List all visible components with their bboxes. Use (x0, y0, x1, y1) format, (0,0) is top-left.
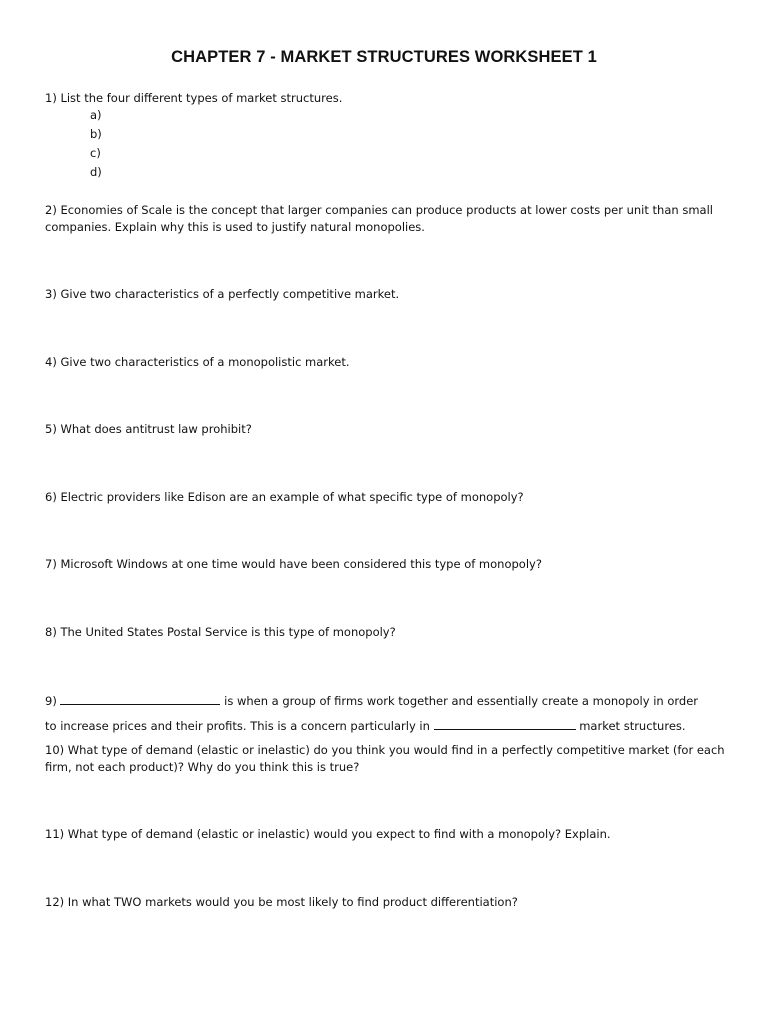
question-8: 8) The United States Postal Service is this type of monopoly? (45, 625, 396, 639)
question-1-item-d: d) (90, 165, 102, 179)
question-6: 6) Electric providers like Edison are an example of what specific type of monopoly? (45, 490, 524, 504)
question-9-number: 9) (45, 694, 57, 708)
question-9-line-1 (45, 692, 725, 710)
answer-blank-2 (434, 717, 576, 730)
question-1: 1) List the four different types of market structures. (45, 91, 343, 105)
answer-blank-1 (60, 692, 220, 705)
worksheet-title: CHAPTER 7 - MARKET STRUCTURES WORKSHEET 1 (171, 48, 597, 66)
question-2: 2) Economies of Scale is the concept that larger companies can produce products at lower costs per unit than small companies. Explain why this is used to justify natural monopolies. (45, 203, 713, 234)
question-5: 5) What does antitrust law prohibit? (45, 422, 252, 436)
question-9-line-2 (45, 717, 725, 735)
question-10: 10) What type of demand (elastic or inelastic) do you think you would find in a perfectly competitive market (for each firm, not each product)? Why do you think this is true? (45, 743, 725, 774)
question-4: 4) Give two characteristics of a monopolistic market. (45, 355, 350, 369)
question-9-text-b: to increase prices and their profits. This is a concern particularly in (45, 719, 430, 733)
question-1-item-b: b) (90, 127, 102, 141)
question-9-text-c: market structures. (579, 719, 686, 733)
question-7: 7) Microsoft Windows at one time would have been considered this type of monopoly? (45, 557, 542, 571)
question-3: 3) Give two characteristics of a perfectly competitive market. (45, 287, 400, 301)
question-9-text-a: is when a group of firms work together and essentially create a monopoly in order (224, 694, 698, 708)
question-12: 12) In what TWO markets would you be most likely to find product differentiation? (45, 895, 518, 909)
question-1-item-a: a) (90, 108, 102, 122)
question-11: 11) What type of demand (elastic or inelastic) would you expect to find with a monopoly? Explain. (45, 827, 611, 841)
question-1-item-c: c) (90, 146, 101, 160)
